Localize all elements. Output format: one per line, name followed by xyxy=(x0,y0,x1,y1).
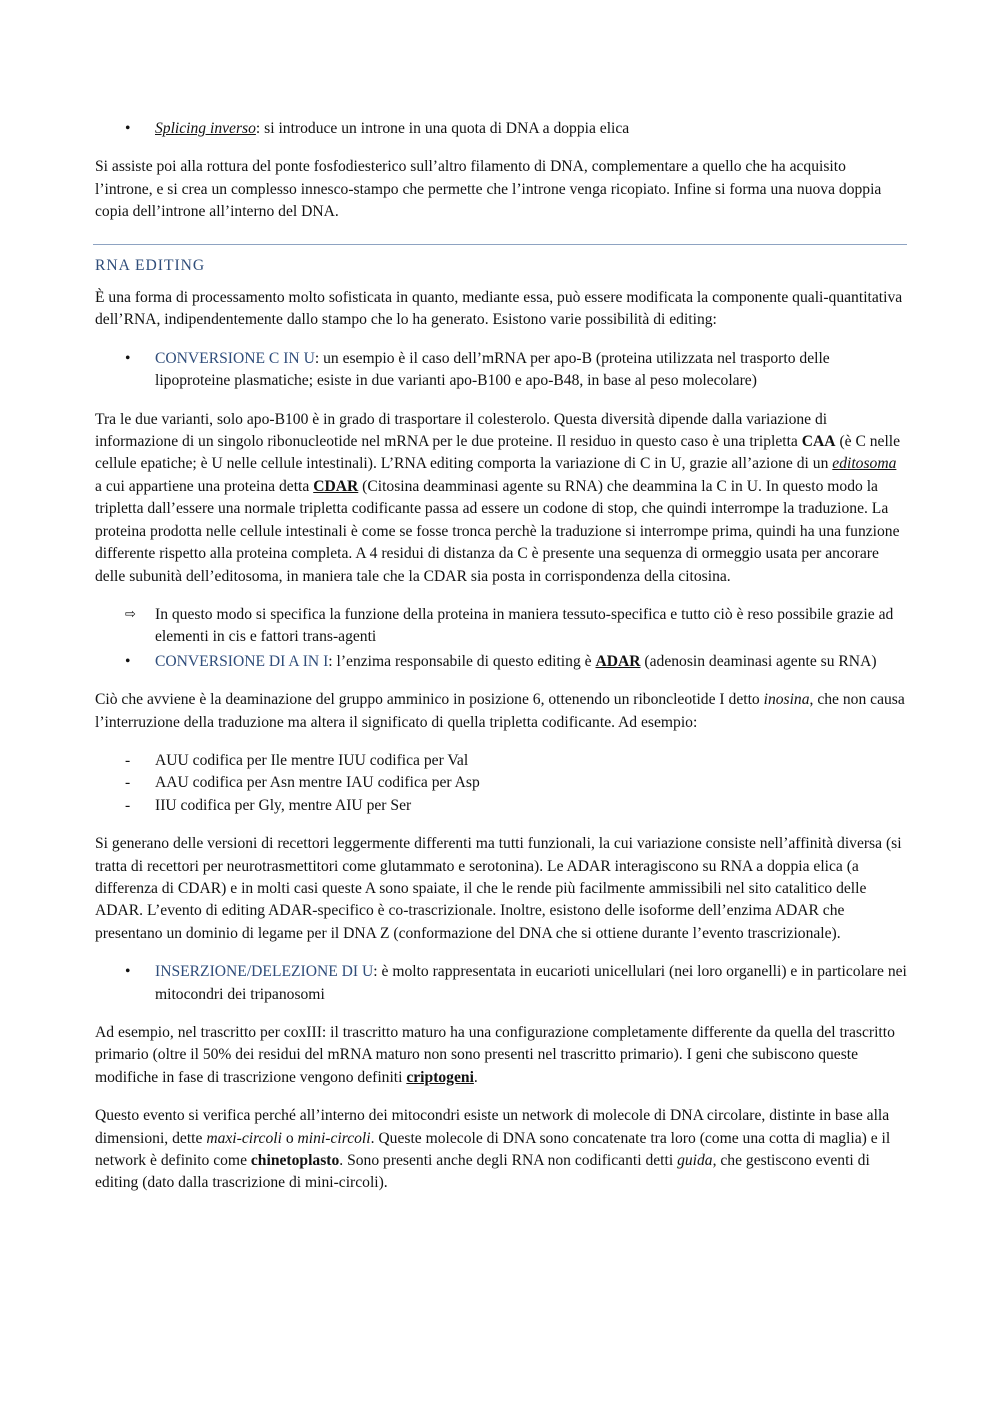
term-cdar: CDAR xyxy=(313,477,359,495)
list-item-text: AUU codifica per Ile mentre IUU codifica per Val xyxy=(155,751,469,769)
paragraph-inosina xyxy=(95,689,907,734)
text-run: Tra le due varianti, solo apo-B100 è in grado di trasportare il colesterolo. Questa diversità dipende dalla variazione di informazione di un singolo ribonucleotide nel mRNA per le due proteine. Il residuo in questo caso è una tripletta xyxy=(95,410,828,451)
bullet-splicing-inverso xyxy=(95,118,907,140)
dash-marker: - xyxy=(125,796,131,814)
section-heading: RNA EDITING xyxy=(95,256,206,274)
text-run: (Citosina deamminasi agente su RNA) che deammina la C in U. In questo modo la tripletta dall’essere una normale tripletta codificante passa ad essere un codone di stop, che quindi interrompe la traduzione. La proteina prodotta nelle cellule intestinali è come se fosse tronca perchè la traduzione si interrompe prima, quindi ha una funzione differente rispetto alla proteina completa. A 4 residui di distanza da C è presente una sequenza di ormeggio usata per ancorare delle subunità dell’editosoma, in maniera tale che la CDAR sia posta in corrispondenza della citosina. xyxy=(95,477,900,585)
text-run: , che gestiscono eventi di editing (dato dalla trascrizione di mini-circoli). xyxy=(95,1152,870,1192)
bullet-conversione-a-i xyxy=(95,651,907,673)
term-criptogeni: criptogeni xyxy=(406,1068,474,1086)
term-conversione-c-u: CONVERSIONE C IN U xyxy=(155,349,315,367)
term-splicing-inverso: Splicing inverso xyxy=(155,120,256,137)
bullet-text: : si introduce un introne in una quota di DNA a doppia elica xyxy=(255,120,630,137)
bullet-marker: • xyxy=(125,349,131,367)
text-run: (adenosin deaminasi agente su RNA) xyxy=(640,652,877,670)
dash-marker: - xyxy=(125,751,131,769)
dash-marker: - xyxy=(125,774,131,792)
bullet-conversione-c-u xyxy=(95,348,907,393)
paragraph-chinetoplasto xyxy=(95,1105,907,1195)
term-maxi-circoli: maxi-circoli xyxy=(206,1129,282,1147)
paragraph-apob xyxy=(95,409,907,588)
section-divider xyxy=(93,244,907,245)
bullet-text: : un esempio è il caso dell’mRNA per apo-B (proteina utilizzata nel trasporto delle lipoproteine plasmatiche; esiste in due varianti apo-B100 e apo-B48, in base al peso molecolare) xyxy=(155,349,830,390)
bullet-marker: • xyxy=(125,963,131,981)
term-mini-circoli: mini-circoli xyxy=(297,1129,371,1147)
paragraph-coxiii xyxy=(95,1022,907,1089)
text-run: Questo evento si verifica perché all’interno dei mitocondri esiste un network di molecole di DNA circolare, distinte in base alla dimensioni, dette xyxy=(95,1107,890,1147)
text-run: Ad esempio, nel trascritto per coxIII: il trascritto maturo ha una configurazione completamente differente da quella del trascritto primario (oltre il 50% dei residui del mRNA maturo non sono presenti nel trascritto primario). I geni che subiscono queste modifiche in fase di trascrizione vengono definiti xyxy=(95,1024,895,1086)
bullet-marker: • xyxy=(125,120,131,137)
list-item-text: AAU codifica per Asn mentre IAU codifica per Asp xyxy=(155,774,480,792)
list-item xyxy=(95,795,907,817)
term-adar: ADAR xyxy=(595,652,641,670)
paragraph-intron-copy: Si assiste poi alla rottura del ponte fosfodiesterico sull’altro filamento di DNA, complementare a quello che ha acquisito l’introne, e si crea un complesso innesco-stampo che permette che l’introne venga ricopiato. Infine si forma una nuova doppia copia dell’introne all’interno del DNA. xyxy=(95,158,882,221)
text-run: . Sono presenti anche degli RNA non codificanti detti xyxy=(339,1152,678,1170)
arrow-item-tessuto-specifica xyxy=(95,604,907,649)
term-chinetoplasto: chinetoplasto xyxy=(250,1152,340,1170)
document-page xyxy=(95,118,907,1211)
paragraph-editing-intro: È una forma di processamento molto sofisticata in quanto, mediante essa, può essere modificata la componente quali-quantitativa dell’RNA, indipendentemente dallo stampo che lo ha generato. Esistono varie possibilità di editing: xyxy=(95,289,903,329)
bullet-marker: • xyxy=(125,652,131,670)
term-editosoma: editosoma xyxy=(832,455,897,473)
text-run: Ciò che avviene è la deaminazione del gruppo amminico in posizione 6, ottenendo un riboncleotide I detto xyxy=(95,691,764,709)
text-run: o xyxy=(281,1129,298,1147)
term-inserzione-delezione: INSERZIONE/DELEZIONE DI U xyxy=(155,963,374,981)
bullet-text: : è molto rappresentata in eucarioti unicellulari (nei loro organelli) e in particolare nei mitocondri dei tripanosomi xyxy=(155,963,907,1003)
list-item-text: IIU codifica per Gly, mentre AIU per Ser xyxy=(155,796,412,814)
term-caa: CAA xyxy=(801,433,836,451)
term-conversione-a-i: CONVERSIONE DI A IN I xyxy=(155,652,329,670)
bullet-inserzione-delezione xyxy=(95,961,907,1006)
text-run: . Queste molecole di DNA sono concatenate tra loro (come una cotta di maglia) e il network è definito come xyxy=(95,1129,891,1170)
arrow-text: In questo modo si specifica la funzione della proteina in maniera tessuto-specifica e tutto ciò è reso possibile grazie ad elementi in cis e fattori trans-agenti xyxy=(155,605,894,646)
paragraph-recettori: Si generano delle versioni di recettori leggermente differenti ma tutti funzionali, la cui variazione consiste nell’affinità diversa (si tratta di recettori per neurotrasmettitori come glutammato e serotonina). Le ADAR interagiscono su RNA a doppia elica (a differenza di CDAR) e in molti casi queste A sono spaiate, il che le rende più facilmente ammissibili nel sito catalitico delle ADAR. L’evento di editing ADAR-specifico è co-trascrizionale. Inoltre, esistono delle isoforme dell’enzima ADAR che presentano un dominio di legame per il DNA Z (conformazione del DNA che si ottiene durante l’evento trascrizionale). xyxy=(95,835,902,942)
term-inosina: inosina xyxy=(763,691,810,709)
list-item xyxy=(95,772,907,794)
text-run: : l’enzima responsabile di questo editing è xyxy=(328,652,596,670)
arrow-icon: ⇨ xyxy=(125,606,136,622)
text-run: . xyxy=(473,1068,478,1086)
text-run: , che non causa l’interruzione della traduzione ma altera il significato di quella tripletta codificante. Ad esempio: xyxy=(95,691,905,731)
text-run: a cui appartiene una proteina detta xyxy=(95,477,314,495)
text-run: (è C nelle cellule epatiche; è U nelle cellule intestinali). L’RNA editing comporta la variazione di C in U, grazie all’azione di un xyxy=(95,433,901,473)
list-item xyxy=(95,750,907,772)
codon-examples-list xyxy=(95,750,907,817)
term-guida: guida xyxy=(677,1152,713,1170)
